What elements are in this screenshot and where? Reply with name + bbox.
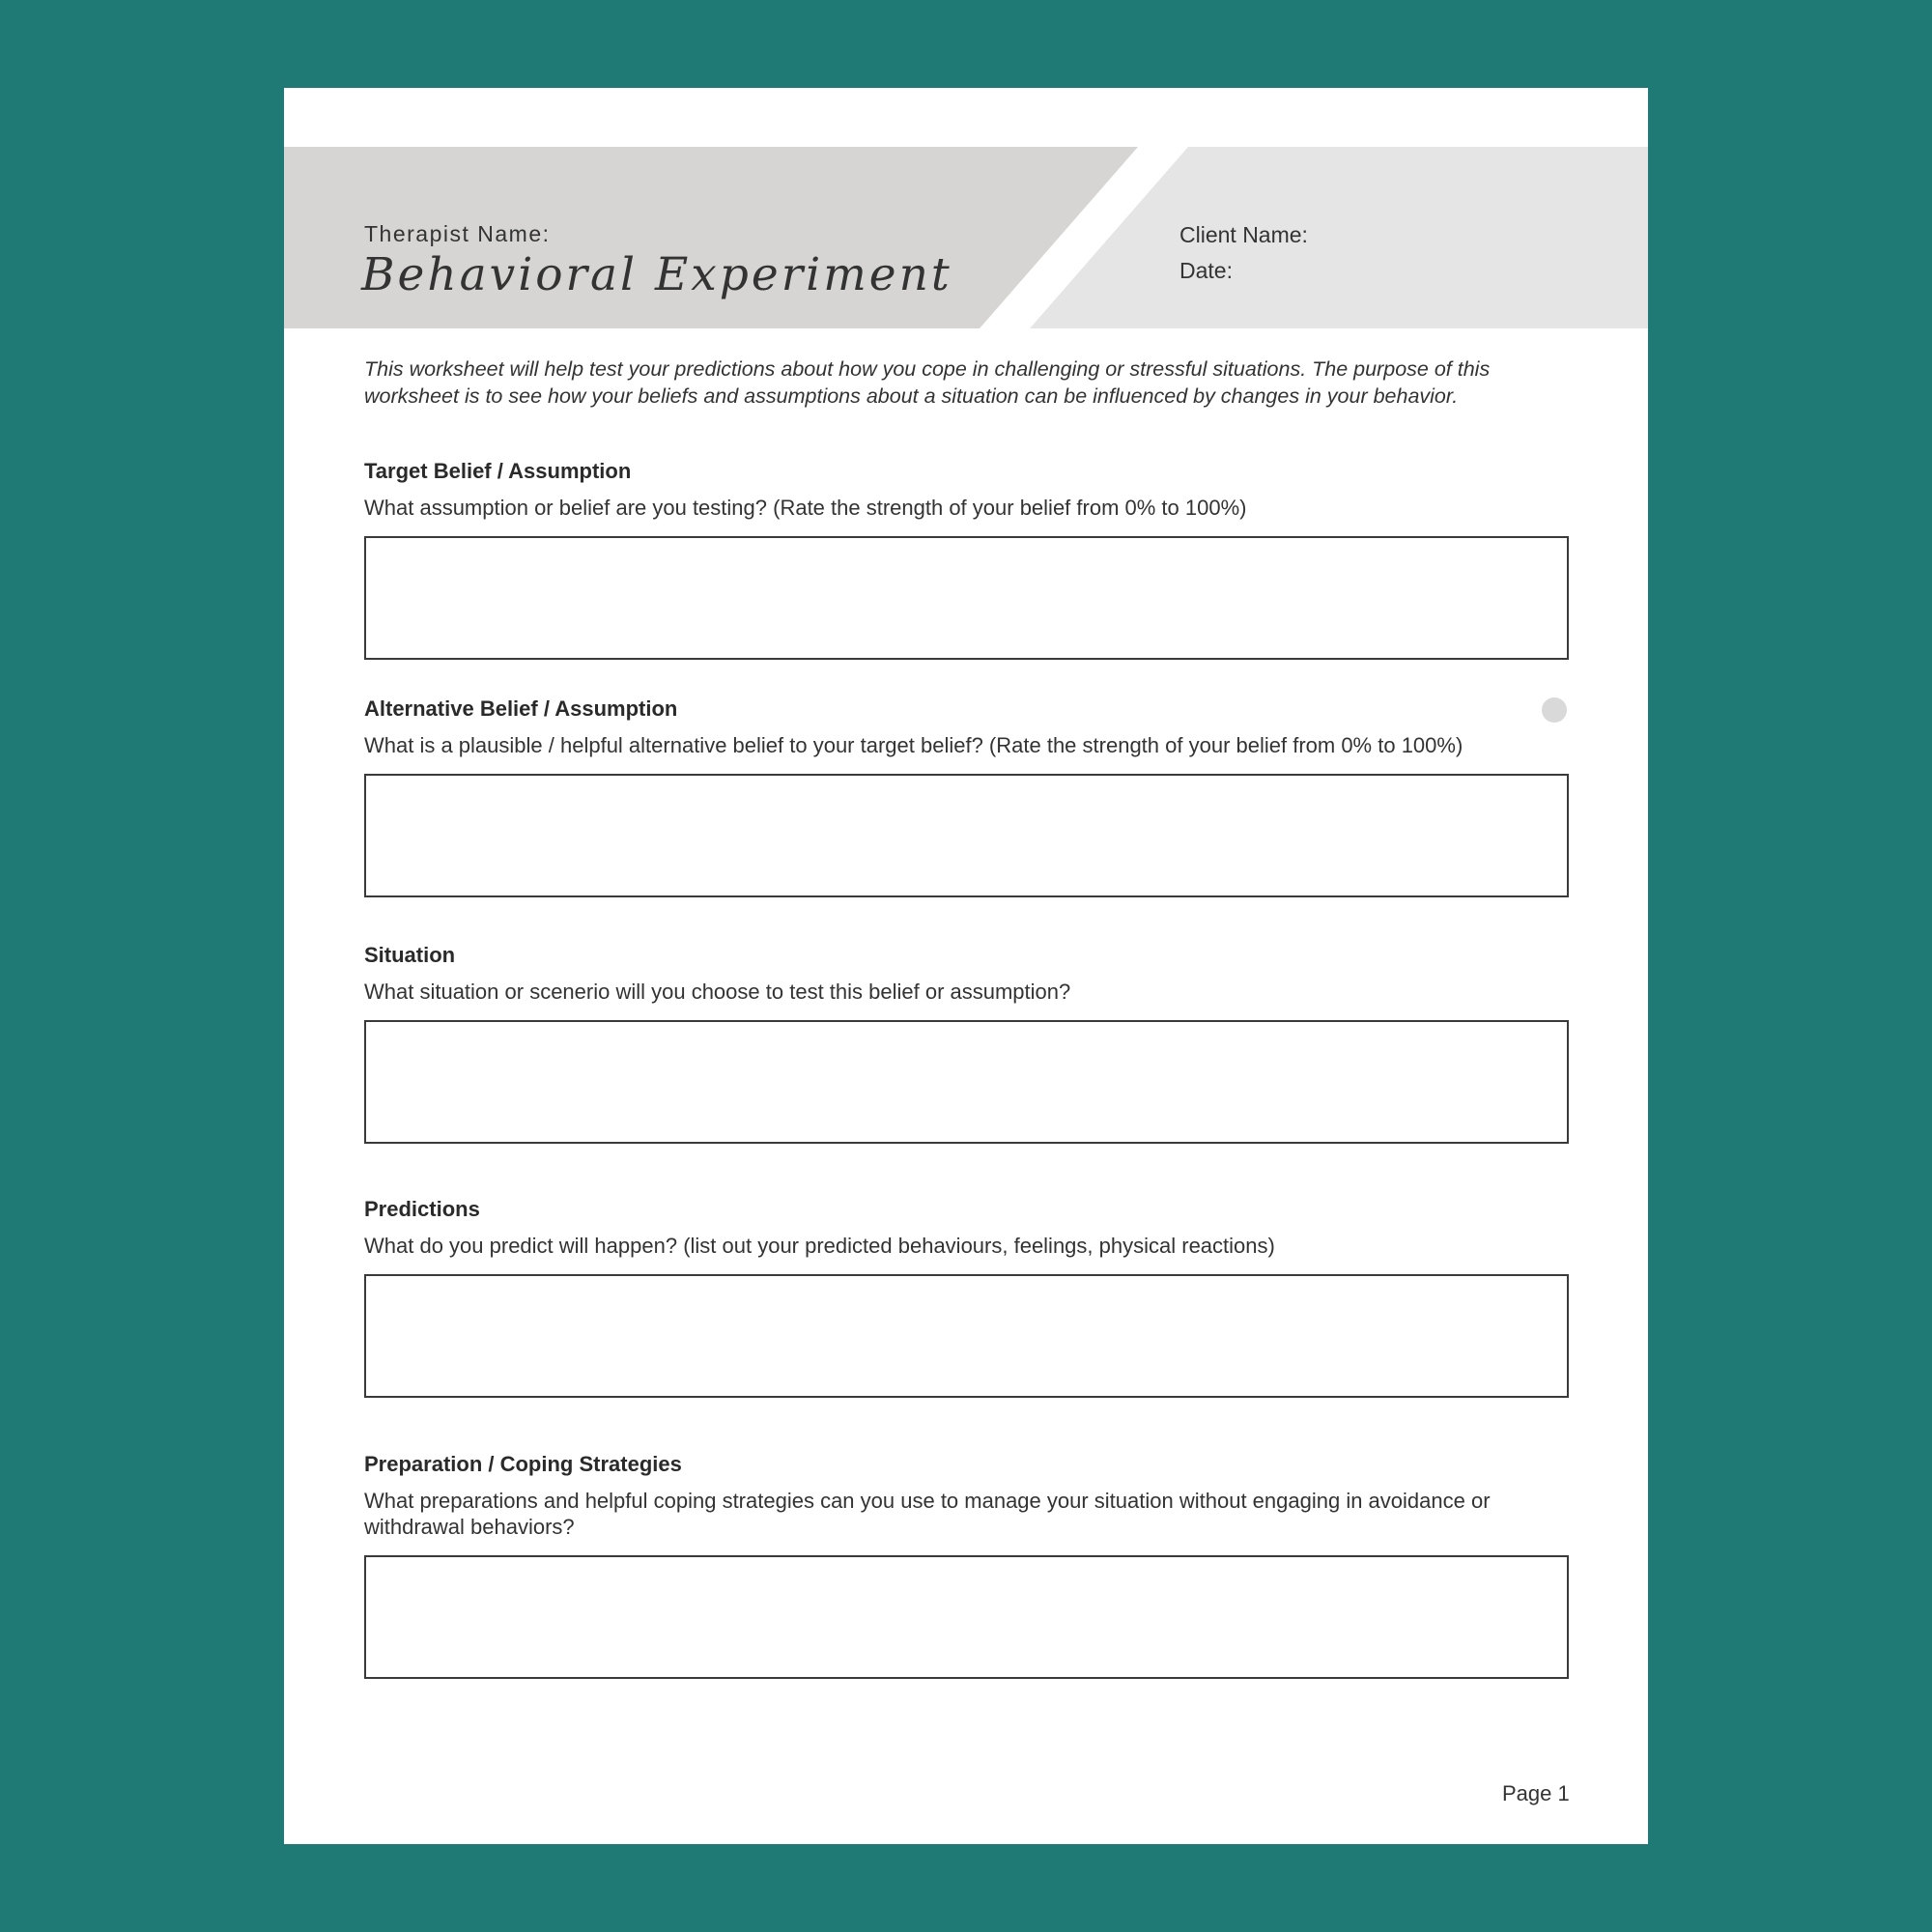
page-number: Page 1 bbox=[1502, 1781, 1570, 1805]
answer-box-target-belief[interactable] bbox=[364, 536, 1569, 660]
section-title-target-belief: Target Belief / Assumption bbox=[364, 459, 632, 483]
circle-icon bbox=[1542, 697, 1567, 723]
worksheet-page bbox=[284, 88, 1648, 1844]
answer-box-predictions[interactable] bbox=[364, 1274, 1569, 1398]
answer-box-alternative-belief[interactable] bbox=[364, 774, 1569, 897]
section-title-predictions: Predictions bbox=[364, 1197, 480, 1221]
section-prompt-alternative-belief: What is a plausible / helpful alternative belief to your target belief? (Rate the strength of your belief from 0% to 100%) bbox=[364, 733, 1463, 757]
date-label: Date: bbox=[1179, 258, 1233, 283]
section-title-alternative-belief: Alternative Belief / Assumption bbox=[364, 696, 678, 721]
section-prompt-target-belief: What assumption or belief are you testing? (Rate the strength of your belief from 0% to 100%) bbox=[364, 496, 1247, 520]
section-prompt-coping-strategies: What preparations and helpful coping strategies can you use to manage your situation without engaging in avoidance or withdrawal behaviors? bbox=[364, 1489, 1491, 1539]
client-name-label: Client Name: bbox=[1179, 222, 1308, 247]
therapist-name-label: Therapist Name: bbox=[364, 221, 551, 246]
page-title: Behavioral Experiment bbox=[361, 248, 952, 301]
answer-box-coping-strategies[interactable] bbox=[364, 1555, 1569, 1679]
section-prompt-situation: What situation or scenerio will you choose to test this belief or assumption? bbox=[364, 980, 1071, 1004]
intro-text: This worksheet will help test your predictions about how you cope in challenging or stressful situations. The purpose of this worksheet is to see how your beliefs and assumptions about a situation can be influenced by changes in your behavior. bbox=[364, 357, 1491, 408]
section-title-situation: Situation bbox=[364, 943, 456, 967]
section-prompt-predictions: What do you predict will happen? (list out your predicted behaviours, feelings, physical reactions) bbox=[364, 1234, 1275, 1258]
header-band-right bbox=[1030, 147, 1648, 328]
answer-box-situation[interactable] bbox=[364, 1020, 1569, 1144]
section-title-coping-strategies: Preparation / Coping Strategies bbox=[364, 1452, 682, 1476]
